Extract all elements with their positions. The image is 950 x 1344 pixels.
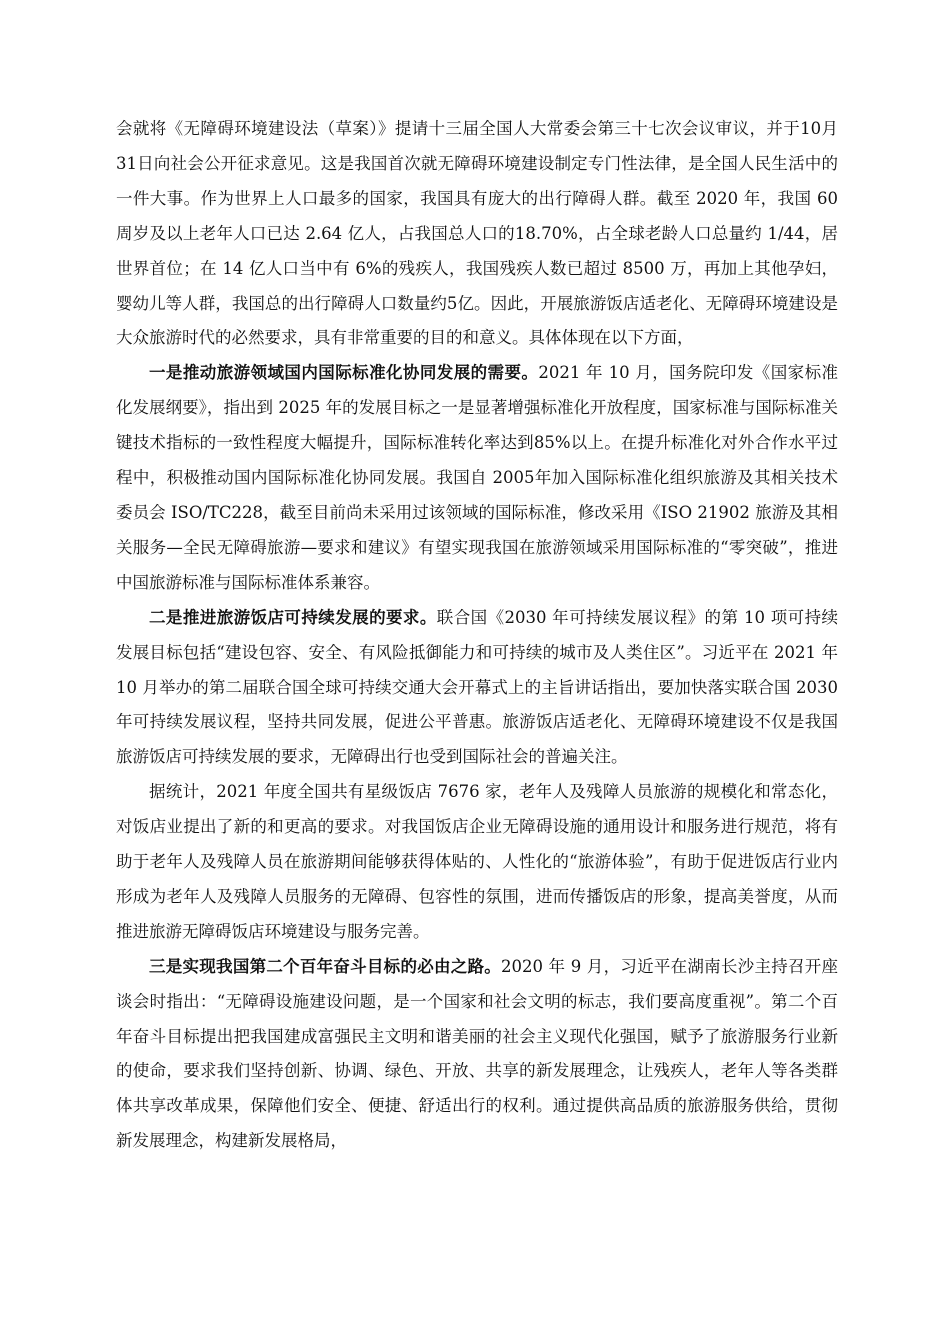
paragraph-point-one xyxy=(116,356,838,600)
paragraph-point-three xyxy=(116,950,838,1159)
paragraph-point-three-text: 2020 年 9 月，习近平在湖南长沙主持召开座谈会时指出：“无障碍设施建设问题，是一个国家和社会文明的标志，我们要高度重视”。第二个百年奋斗目标提出把我国建成富强民主文明和谐美丽的社会主义现代化强国，赋予了旅游服务行业新的使命，要求我们坚持创新、协调、绿色、开放、共享的新发展理念，让残疾人，老年人等各类群体共享改革成果，保障他们安全、便捷、舒适出行的权利。通过提供高品质的旅游服务供给，贯彻新发展理念，构建新发展格局， xyxy=(116,956,838,1151)
paragraph-point-three-heading: 三是实现我国第二个百年奋斗目标的必由之路。 xyxy=(149,956,502,976)
paragraph-statistics-text: 据统计，2021 年度全国共有星级饭店 7676 家，老年人及残障人员旅游的规模化和常态化，对饭店业提出了新的和更高的要求。对我国饭店企业无障碍设施的通用设计和服务进行规范，将有助于老年人及残障人员在旅游期间能够获得体贴的、人性化的“旅游体验”，有助于促进饭店行业内形成为老年人及残障人员服务的无障碍、包容性的氛围，进而传播饭店的形象，提高美誉度，从而推进旅游无障碍饭店环境建设与服务完善。 xyxy=(116,782,838,941)
paragraph-statistics xyxy=(116,775,838,950)
paragraph-intro-text: 会就将《无障碍环境建设法（草案）》提请十三届全国人大常委会第三十七次会议审议，并于10月31日向社会公开征求意见。这是我国首次就无障碍环境建设制定专门性法律，是全国人民生活中的一件大事。作为世界上人口最多的国家，我国具有庞大的出行障碍人群。截至 2020 年，我国 60 周岁及以上老年人口已达 2.64 亿人，占我国总人口的18.70%，占全球老龄人口总量约 1/44，居世界首位；在 14 亿人口当中有 6%的残疾人，我国残疾人数已超过 8500 万，再加上其他孕妇，婴幼儿等人群，我国总的出行障碍人口数量约5亿。因此，开展旅游饭店适老化、无障碍环境建设是大众旅游时代的必然要求，具有非常重要的目的和意义。具体体现在以下方面， xyxy=(116,119,838,348)
paragraph-point-two-text: 联合国《2030 年可持续发展议程》的第 10 项可持续发展目标包括“建设包容、安全、有风险抵御能力和可持续的城市及人类住区”。习近平在 2021 年 10 月举办的第二届联合国全球可持续交通大会开幕式上的主旨讲话指出，要加快落实联合国 2030 年可持续发展议程，坚持共同发展，促进公平普惠。旅游饭店适老化、无障碍环境建设不仅是我国旅游饭店可持续发展的要求，无障碍出行也受到国际社会的普遍关注。 xyxy=(116,607,838,767)
paragraph-point-two-heading: 二是推进旅游饭店可持续发展的要求。 xyxy=(149,607,437,627)
paragraph-point-two xyxy=(116,601,838,776)
paragraph-intro xyxy=(116,112,838,356)
paragraph-point-one-text: 2021 年 10 月，国务院印发《国家标准化发展纲要》，指出到 2025 年的发展目标之一是显著增强标准化开放程度，国家标准与国际标准关键技术指标的一致性程度大幅提升，国际标准转化率达到85%以上。在提升标准化对外合作水平过程中，积极推动国内国际标准化协同发展。我国自 2005年加入国际标准化组织旅游及其相关技术委员会 ISO/TC228，截至目前尚未采用过该领域的国际标准，修改采用《ISO 21902 旅游及其相关服务—全民无障碍旅游—要求和建议》有望实现我国在旅游领域采用国际标准的“零突破”，推进中国旅游标准与国际标准体系兼容。 xyxy=(116,363,839,592)
document-page xyxy=(116,112,838,1159)
paragraph-point-one-heading: 一是推动旅游领域国内国际标准化协同发展的需要。 xyxy=(149,363,539,383)
